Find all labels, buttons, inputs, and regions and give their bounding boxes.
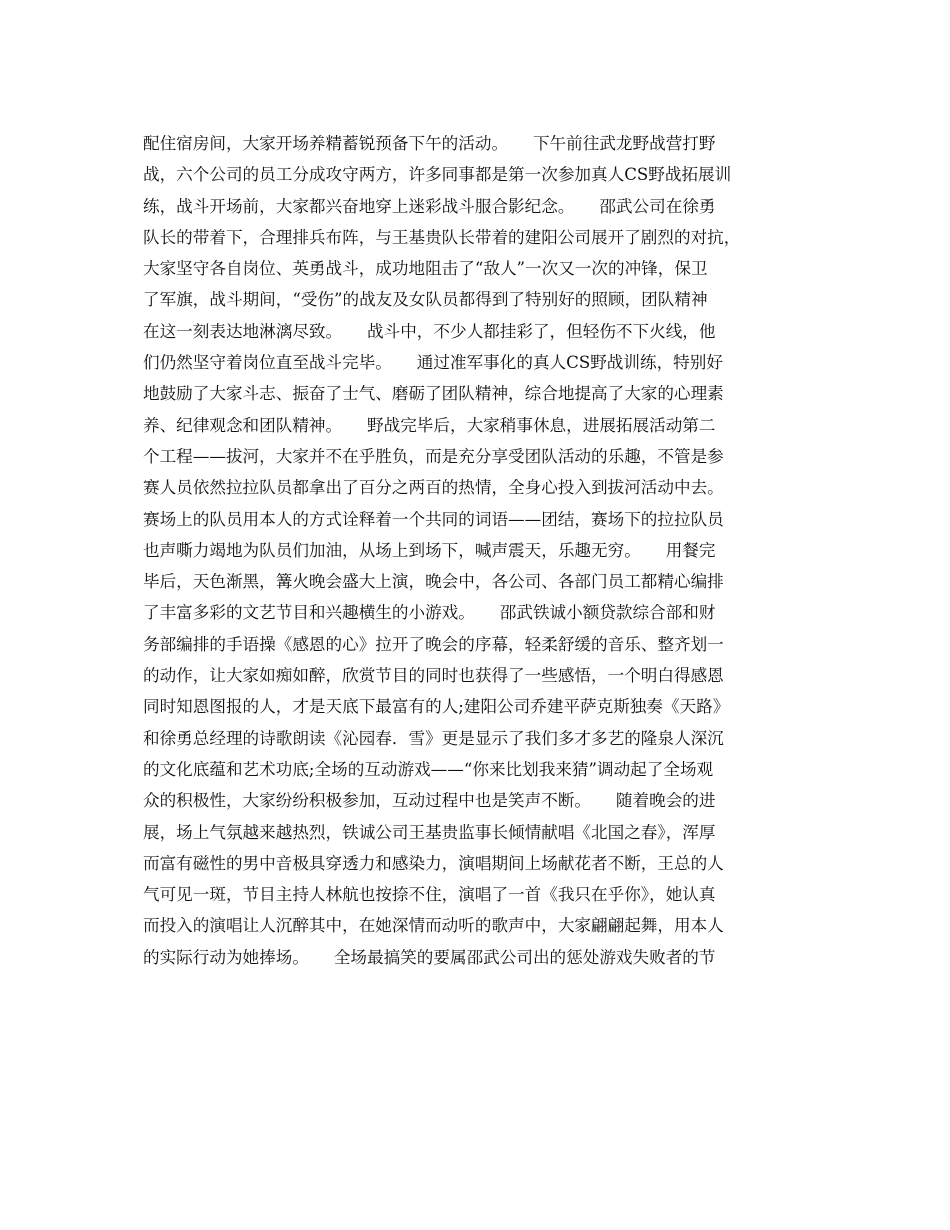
text-line: 和徐勇总经理的诗歌朗读《沁园春．雪》更是显示了我们多才多艺的隆泉人深沉	[143, 728, 724, 748]
text-line: 的动作，让大家如痴如醉，欣赏节目的同时也获得了一些感悟，一个明白得感恩	[143, 666, 724, 686]
text-line: 在这一刻表达地淋漓尽致。 战斗中，不少人都挂彩了，但轻伤不下火线，他	[143, 321, 716, 341]
text-line: 地鼓励了大家斗志、振奋了士气、磨砺了团队精神，综合地提高了大家的心理素	[143, 384, 724, 404]
text-line: 也声嘶力竭地为队员们加油，从场上到场下，喊声震天，乐趣无穷。 用餐完	[143, 540, 716, 560]
text-line: 众的积极性，大家纷纷积极参加，互动过程中也是笑声不断。 随着晚会的进	[143, 791, 716, 811]
text-line: 赛人员依然拉拉队员都拿出了百分之两百的热情，全身心投入到拔河活动中去。	[143, 478, 724, 498]
text-line: 的文化底蕴和艺术功底;全场的互动游戏——“你来比划我来猜”调动起了全场观	[143, 759, 714, 779]
text-line: 了军旗，战斗期间，“受伤”的战友及女队员都得到了特别好的照顾，团队精神	[143, 290, 708, 310]
text-line: 队长的带着下，合理排兵布阵，与王基贵队长带着的建阳公司展开了剧烈的对抗，	[143, 227, 741, 247]
text-line: 战，六个公司的员工分成攻守两方，许多同事都是第一次参加真人CS野战拓展训	[143, 165, 732, 185]
text-line: 气可见一斑，节目主持人林航也按捺不住，演唱了一首《我只在乎你》，她认真	[143, 885, 716, 905]
text-line: 务部编排的手语操《感恩的心》拉开了晚会的序幕，轻柔舒缓的音乐、整齐划一	[143, 634, 724, 654]
text-line: 的实际行动为她捧场。 全场最搞笑的要属邵武公司出的惩处游戏失败者的节	[143, 947, 716, 967]
text-line: 展，场上气氛越来越热烈，铁诚公司王基贵监事长倾情献唱《北国之春》，浑厚	[143, 822, 716, 842]
text-line: 练，战斗开场前，大家都兴奋地穿上迷彩战斗服合影纪念。 邵武公司在徐勇	[143, 196, 716, 216]
text-line: 而投入的演唱让人沉醉其中，在她深情而动听的歌声中，大家翩翩起舞，用本人	[143, 916, 724, 936]
text-line: 大家坚守各自岗位、英勇战斗，成功地阻击了“敌人”一次又一次的冲锋，保卫	[143, 259, 708, 279]
text-line: 们仍然坚守着岗位直至战斗完毕。 通过准军事化的真人CS野战训练，特别好	[143, 353, 723, 373]
body-text	[143, 128, 813, 973]
text-line: 毕后，天色渐黑，篝火晚会盛大上演，晚会中，各公司、各部门员工都精心编排	[143, 572, 724, 592]
text-line: 而富有磁性的男中音极具穿透力和感染力，演唱期间上场献花者不断，王总的人	[143, 853, 724, 873]
text-line: 个工程——拔河，大家并不在乎胜负，而是充分享受团队活动的乐趣，不管是参	[143, 446, 724, 466]
text-line: 了丰富多彩的文艺节目和兴趣横生的小游戏。 邵武铁诚小额贷款综合部和财	[143, 603, 716, 623]
text-line: 同时知恩图报的人，才是天底下最富有的人;建阳公司乔建平萨克斯独奏《天路》	[143, 697, 730, 717]
text-line: 赛场上的队员用本人的方式诠释着一个共同的词语——团结，赛场下的拉拉队员	[143, 509, 724, 529]
text-line: 配住宿房间，大家开场养精蓄锐预备下午的活动。 下午前往武龙野战营打野	[143, 134, 716, 153]
text-line: 养、纪律观念和团队精神。 野战完毕后，大家稍事休息，进展拓展活动第二	[143, 415, 716, 435]
